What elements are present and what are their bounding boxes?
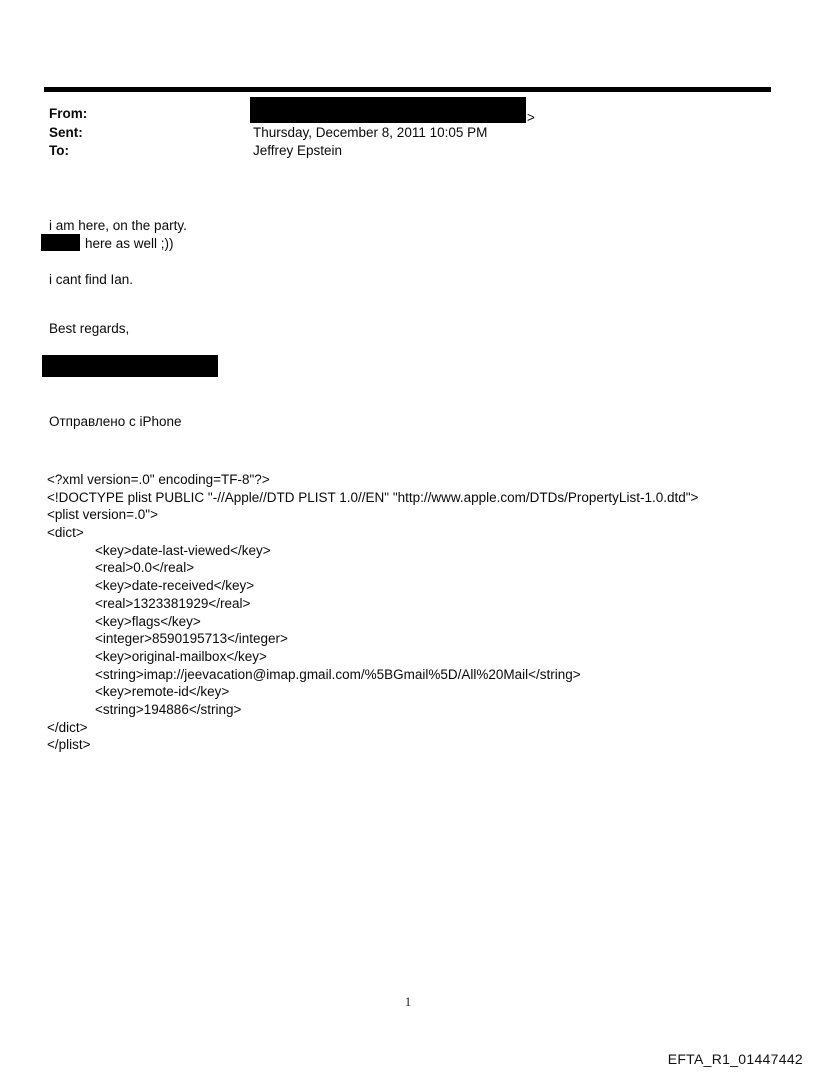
body-line-3: i cant find Ian.	[49, 272, 134, 287]
from-redaction-bar	[250, 97, 526, 123]
plist-line: <key>remote-id</key>	[95, 684, 230, 700]
page-number: 1	[404, 994, 412, 1009]
plist-line: </plist>	[47, 737, 91, 753]
plist-line: <string>imap://jeevacation@imap.gmail.com/%5BGmail%5D/All%20Mail</string>	[95, 666, 581, 682]
plist-line: <string>194886</string>	[95, 701, 242, 717]
bates-number: EFTA_R1_01447442	[667, 1051, 803, 1067]
plist-line: <key>flags</key>	[95, 613, 201, 629]
plist-line: <integer>8590195713</integer>	[95, 631, 288, 647]
plist-line: </dict>	[47, 719, 88, 735]
sent-label: Sent:	[49, 125, 83, 140]
from-label: From:	[49, 106, 88, 121]
inline-redaction-bar	[41, 234, 80, 251]
plist-line: <?xml version=.0" encoding=TF-8"?>	[47, 472, 270, 487]
plist-line: <key>original-mailbox</key>	[95, 648, 267, 664]
body-line-2: here as well ;))	[85, 236, 174, 251]
sent-value: Thursday, December 8, 2011 10:05 PM	[253, 125, 488, 140]
plist-line: <!DOCTYPE plist PUBLIC "-//Apple//DTD PLIST 1.0//EN" "http://www.apple.com/DTDs/PropertyList-1.0.dtd">	[47, 489, 699, 505]
plist-line: <real>1323381929</real>	[95, 595, 251, 611]
from-value-suffix: >	[527, 110, 535, 125]
plist-source	[47, 471, 698, 754]
header-divider	[44, 87, 771, 92]
plist-line: <plist version=.0">	[47, 507, 158, 523]
plist-line: <key>date-last-viewed</key>	[95, 542, 271, 558]
closing-line: Best regards,	[49, 321, 130, 336]
body-line-1: i am here, on the party.	[49, 218, 187, 233]
mobile-signature: Отправлено с iPhone	[49, 414, 182, 429]
plist-line: <key>date-received</key>	[95, 578, 255, 594]
plist-line: <dict>	[47, 525, 84, 541]
plist-line: <real>0.0</real>	[95, 560, 195, 576]
to-label: To:	[49, 143, 69, 158]
to-value: Jeffrey Epstein	[253, 143, 343, 158]
signature-redaction-bar	[42, 355, 218, 377]
